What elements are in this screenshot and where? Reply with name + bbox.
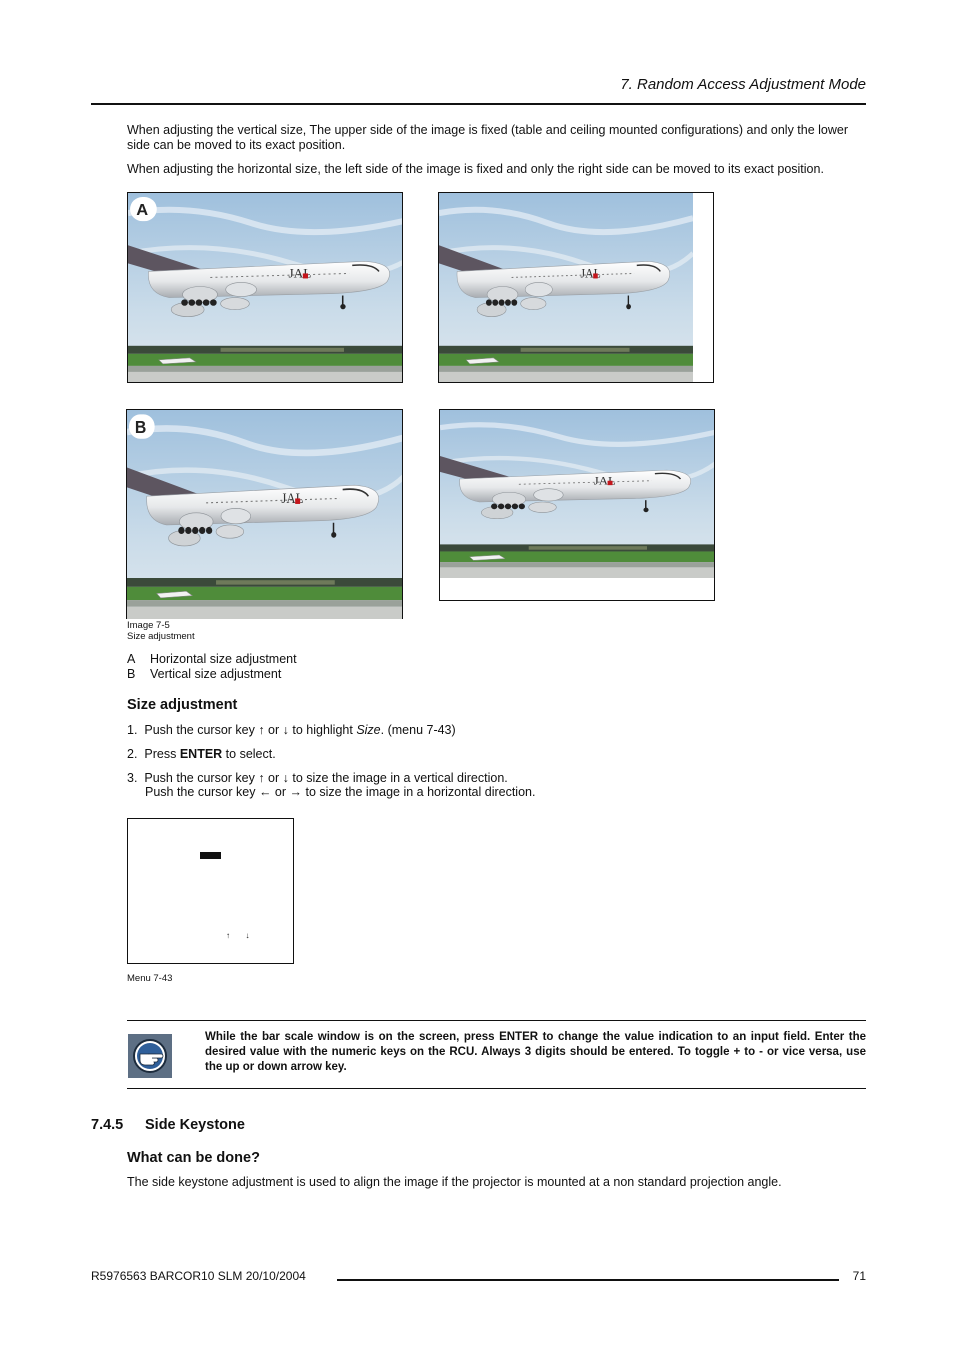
legend-item-a	[127, 652, 297, 667]
menu-highlight-bar	[200, 852, 221, 859]
legend-item-b	[127, 667, 281, 682]
figure-a-original	[127, 192, 403, 383]
section-number: 7.4.5	[91, 1117, 124, 1133]
figure-a-adjusted	[438, 192, 714, 383]
size-adjustment-heading: Size adjustment	[127, 697, 238, 713]
menu-caption: Menu 7-43	[127, 973, 173, 984]
menu-7-43-window	[127, 818, 294, 964]
pointing-hand-icon	[128, 1034, 172, 1078]
intro-paragraph-vertical: When adjusting the vertical size, The upper side of the image is fixed (table and ceiling mounted configurations) and only the lower side can be moved to its exact position.	[127, 123, 849, 152]
section-name: Side Keystone	[145, 1117, 245, 1133]
legend-text: Horizontal size adjustment	[150, 652, 297, 666]
note-text: While the bar scale window is on the screen, press ENTER to change the value indication to an input field. Enter the desired value with the numeric keys on the RCU. Always 3 digits should be entered. To toggle + to - or vice versa, use the up or down arrow key.	[205, 1031, 866, 1073]
menu-arrow-keys: ↑ ↓	[226, 931, 250, 940]
intro-paragraph-horizontal: When adjusting the horizontal size, the left side of the image is fixed and only the right side can be moved to its exact position.	[127, 162, 824, 176]
section-body: The side keystone adjustment is used to align the image if the projector is mounted at a non standard projection angle.	[127, 1175, 782, 1189]
note-top-rule	[127, 1020, 866, 1021]
legend-key: A	[127, 652, 136, 666]
badge-b: B	[134, 417, 147, 438]
figure-caption-number: Image 7-5	[127, 620, 170, 631]
legend-text: Vertical size adjustment	[150, 667, 282, 681]
footer-doc-ref: R5976563 BARCOR10 SLM 20/10/2004	[91, 1269, 306, 1283]
step-3: 3. Push the cursor key ↑ or ↓ to size the image in a vertical direction.	[127, 771, 508, 785]
section-title	[91, 1117, 245, 1133]
step-2: 2. Press ENTER to select.	[127, 747, 276, 761]
section-subheading: What can be done?	[127, 1150, 260, 1166]
step-1: 1. Push the cursor key ↑ or ↓ to highlight Size. (menu 7-43)	[127, 723, 456, 737]
step-3-line-2: Push the cursor key ← or → to size the image in a horizontal direction.	[145, 785, 536, 799]
note-bottom-rule	[127, 1088, 866, 1089]
legend-key: B	[127, 667, 136, 681]
chapter-title: 7. Random Access Adjustment Mode	[620, 76, 866, 93]
header-rule	[91, 103, 866, 105]
figure-caption-title: Size adjustment	[127, 631, 195, 642]
page-number: 71	[852, 1269, 866, 1283]
footer-rule	[337, 1279, 839, 1281]
figure-b-adjusted	[439, 409, 715, 601]
figure-b-original	[126, 409, 403, 619]
badge-a: A	[136, 201, 149, 220]
